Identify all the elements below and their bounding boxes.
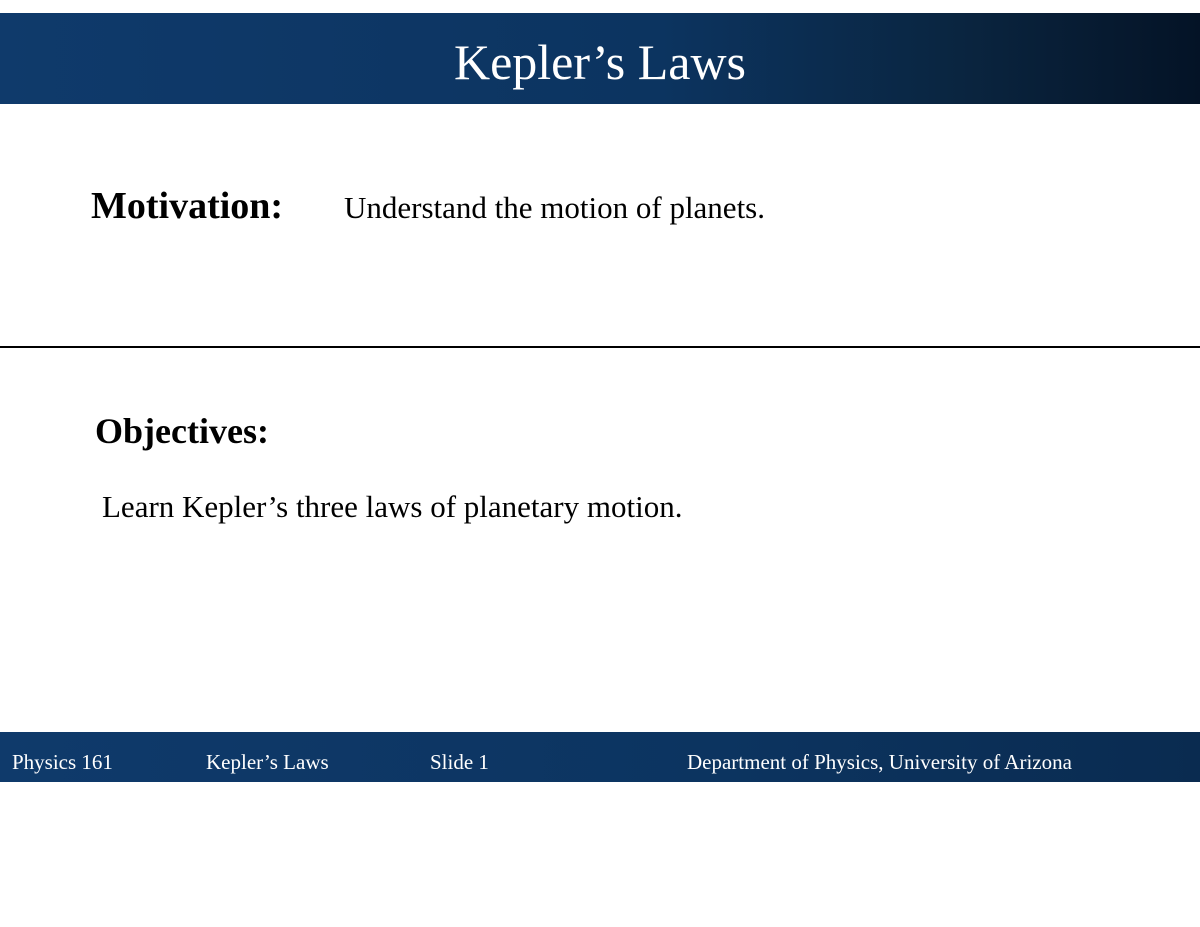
footer-course: Physics 161 [12,750,113,774]
objectives-label: Objectives: [95,411,269,451]
slide-title: Kepler’s Laws [453,34,747,90]
motivation-text: Understand the motion of planets. [344,190,765,225]
section-divider [0,346,1200,348]
footer-slide-number: Slide 1 [430,750,489,774]
footer-topic: Kepler’s Laws [206,750,329,774]
objectives-text: Learn Kepler’s three laws of planetary motion. [102,489,683,524]
footer-department: Department of Physics, University of Arizona [687,750,1072,774]
motivation-label: Motivation: [91,185,284,227]
